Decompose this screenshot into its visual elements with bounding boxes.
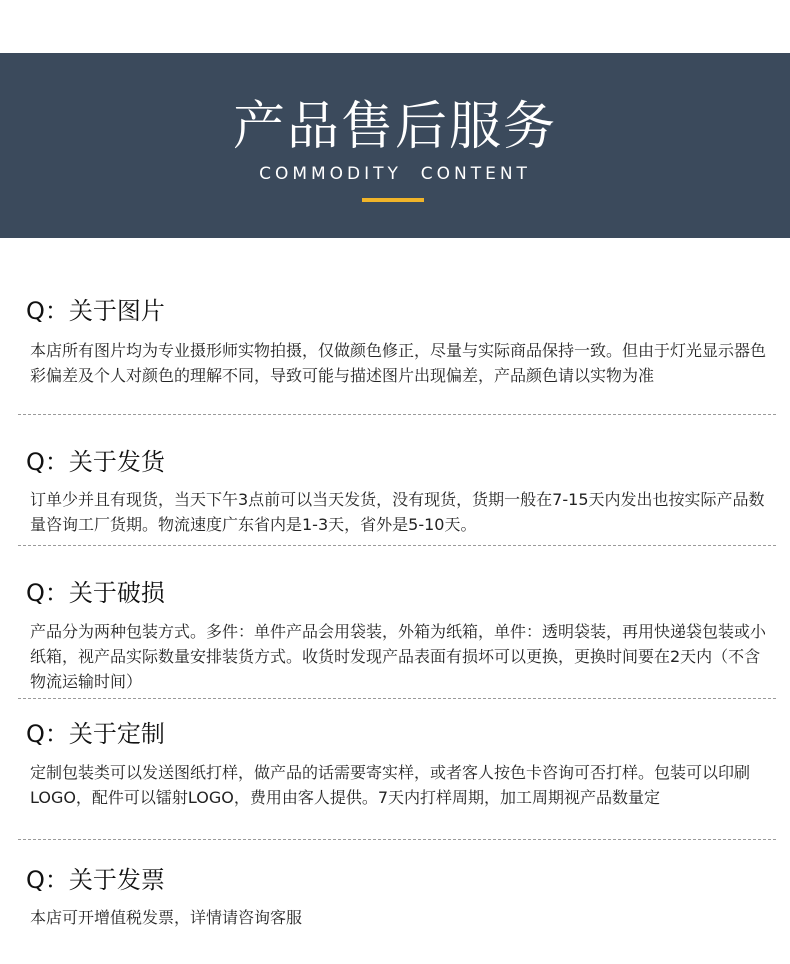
faq-title: Q：关于发票 — [26, 866, 165, 894]
faq-section-images — [18, 296, 776, 414]
section-divider — [18, 698, 776, 699]
section-divider — [18, 545, 776, 546]
faq-section-invoice — [18, 865, 776, 935]
page-subtitle: COMMODITY CONTENT — [259, 164, 531, 184]
page-title: 产品售后服务 — [232, 97, 557, 157]
faq-body: 订单少并且有现货，当天下午3点前可以当天发货，没有现货，货期一般在7-15天内发出也按实际产品数量咨询工厂货期。物流速度广东省内是1-3天，省外是5-10天。 — [30, 490, 765, 534]
faq-body: 本店可开增值税发票，详情请咨询客服 — [30, 908, 303, 927]
section-divider — [18, 839, 776, 840]
header-banner — [0, 53, 790, 238]
faq-title: Q：关于图片 — [26, 297, 165, 325]
faq-section-shipping — [18, 447, 776, 545]
faq-section-damage — [18, 578, 776, 698]
title-accent-bar — [362, 198, 424, 202]
faq-title: Q：关于发货 — [26, 448, 165, 476]
section-divider — [18, 414, 776, 415]
faq-body: 定制包装类可以发送图纸打样，做产品的话需要寄实样，或者客人按色卡咨询可否打样。包装可以印刷LOGO，配件可以镭射LOGO，费用由客人提供。7天内打样周期，加工周期视产品数量定 — [30, 763, 751, 807]
faq-section-customization — [18, 719, 776, 839]
faq-title: Q：关于破损 — [26, 579, 165, 607]
faq-body: 本店所有图片均为专业摄形师实物拍摄，仅做颜色修正，尽量与实际商品保持一致。但由于灯光显示器色彩偏差及个人对颜色的理解不同，导致可能与描述图片出现偏差，产品颜色请以实物为准 — [30, 341, 767, 385]
faq-body: 产品分为两种包装方式。多件：单件产品会用袋装，外箱为纸箱，单件：透明袋装，再用快递袋包装或小纸箱，视产品实际数量安排装货方式。收货时发现产品表面有损坏可以更换，更换时间要在2天内（不含物流运输时间） — [30, 622, 767, 691]
faq-title: Q：关于定制 — [26, 720, 165, 748]
